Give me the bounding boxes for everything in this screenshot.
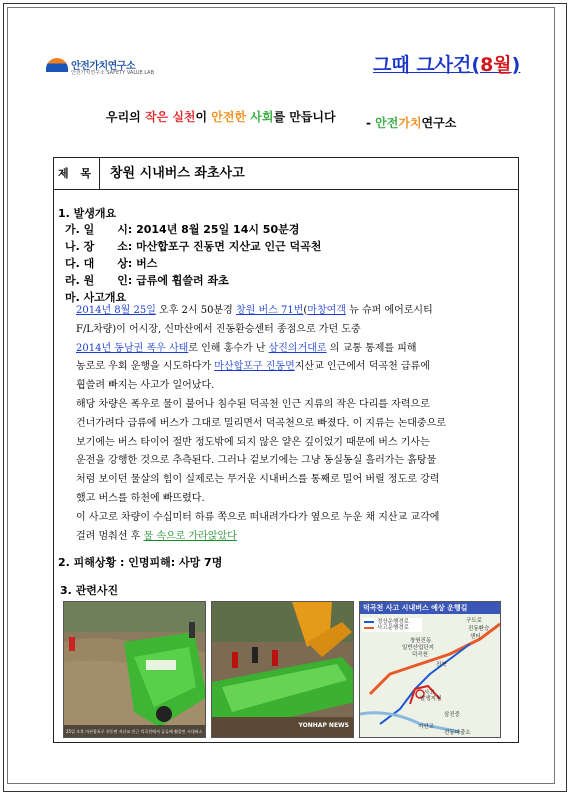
logo-text: 안전가치연구소 (71, 61, 136, 72)
link-machang[interactable]: 마창여객 (307, 305, 346, 316)
org-logo (46, 55, 155, 77)
overview-label: 가. 일 시: (65, 223, 137, 236)
map-label: 발생지점 (420, 696, 442, 702)
slogan-highlight-society: 사회 (246, 110, 274, 124)
overview-row-date (65, 221, 299, 237)
overview-row-cause (65, 272, 229, 288)
map-title: 덕곡천 사고 시내버스 예상 운행길 (360, 602, 500, 614)
subject-label: 제 목 (54, 158, 100, 189)
month-title-number: 8월 (480, 54, 512, 76)
damage-value: 인명피해: 사망 7명 (128, 556, 223, 569)
paragraph-line: 처럼 보이던 물살의 힘이 실제로는 무거운 시내버스를 통째로 밀어 버릴 정도로 강력 (76, 474, 440, 486)
link-sank[interactable]: 물 속으로 가라앉았다 (143, 530, 237, 542)
paragraph-line: 이 사고로 차량이 수십미터 하류 쪽으로 떠내려가다가 옆으로 누운 채 지산교 교각에 (76, 511, 440, 523)
overview-label: 다. 대 상: (65, 257, 137, 270)
damage-row (58, 554, 222, 570)
paragraph-line: F/L차량)이 어시장, 신마산에서 진동환승센터 종점으로 가던 도중 (76, 323, 361, 335)
overview-value: 2014년 8월 25일 14시 50분경 (136, 223, 300, 236)
damage-label: 2. 피해상황 : (58, 556, 129, 569)
slogan-part: 우리의 (106, 110, 145, 124)
map-label: 삼진중 (444, 712, 460, 718)
slogan-highlight-small-action: 작은 실천 (144, 110, 196, 124)
logo-icon (46, 58, 68, 72)
accident-summary-paragraph (76, 302, 522, 546)
paragraph-line: 보기에는 버스 타이어 절반 정도밖에 되지 않은 얕은 깊이었기 때문에 버스 기사는 (76, 436, 430, 448)
slogan-part: 를 만듭니다 (273, 110, 336, 124)
photos-heading: 3. 관련사진 (60, 584, 119, 597)
paragraph-line (76, 340, 522, 359)
photo-2-image (212, 602, 354, 738)
org-part-lab: 연구소 (421, 116, 457, 130)
map-label: 일반산업단지 (402, 645, 434, 651)
map-label: 센터 (470, 634, 481, 640)
map-legend-normal: 정상운행경로 (377, 619, 409, 625)
link-samjin-road[interactable]: 삼진의거대로 (268, 342, 327, 354)
text: 로 인해 홍수가 난 (188, 342, 269, 354)
org-tagline (366, 114, 456, 131)
org-dash: - (366, 116, 376, 130)
map-label: 사고 (424, 690, 435, 696)
route-map[interactable] (359, 601, 501, 738)
org-part-value: 가치 (398, 116, 422, 130)
map-label: 진북 (436, 662, 447, 668)
subject-row (54, 158, 518, 190)
overview-label: 나. 장 소: (65, 240, 137, 253)
paragraph-line (76, 528, 522, 547)
photo-1-caption: 25일 오후 마산합포구 진동면 지산교 인근 덕곡천에서 급류에 휩쓸린 시내버스 (66, 729, 203, 734)
month-title-prefix: 그때 그사건( (373, 54, 481, 76)
text: 걸려 멈춰선 후 (76, 530, 144, 542)
paragraph-line (76, 302, 522, 321)
text: ( (303, 305, 308, 316)
overview-label: 라. 원 인: (65, 274, 137, 287)
org-part-safety: 안전 (375, 116, 399, 130)
overview-heading: 1. 발생개요 (58, 207, 117, 220)
map-label: 지산교 (418, 724, 434, 730)
link-bus-71[interactable]: 창원 버스 71번 (235, 305, 304, 316)
paragraph-line: 운전을 강행한 것으로 추측된다. 그러나 겉보기에는 그냥 동실동실 흘러가는 흙탕물 (76, 455, 437, 467)
logo-subtitle: 안전가치연구소 SAFETY VALUE LAB (71, 70, 155, 76)
month-title-suffix: ) (511, 54, 521, 76)
text: 오후 2시 50분경 (155, 305, 236, 316)
map-label: 진동환승 (468, 626, 490, 632)
report-table (53, 157, 519, 743)
subject-value: 창원 시내버스 좌초사고 (110, 166, 245, 181)
text: 농로로 우회 운행을 시도하다가 (76, 361, 215, 373)
paragraph-line (76, 358, 522, 377)
overview-label: 마. 사고개요 (65, 291, 127, 304)
overview-value: 버스 (136, 257, 158, 270)
month-title (373, 50, 520, 77)
photo-1-image (64, 602, 206, 738)
slogan-part: 이 (195, 110, 212, 124)
link-jindong[interactable]: 마산합포구 진동면 (214, 361, 295, 373)
accident-photo-1[interactable] (63, 601, 206, 738)
map-label: 덕곡천 (412, 652, 428, 658)
slogan (106, 108, 336, 125)
map-label: 구도로 (466, 618, 482, 624)
photo-strip (63, 601, 501, 738)
slogan-highlight-safe: 안전한 (211, 110, 247, 124)
link-date[interactable]: 2014년 8월 25일 (76, 305, 156, 316)
map-legend-accident: 사고운행경로 (377, 625, 409, 631)
overview-value: 급류에 휩쓸려 좌초 (136, 274, 229, 287)
text: 뉴 슈퍼 에어로시티 (345, 305, 433, 316)
map-label: 진동파출소 (444, 730, 471, 736)
paragraph-line: 해당 차량은 폭우로 물이 불어나 침수된 덕곡천 인근 지류의 작은 다리를 자력으로 (76, 398, 430, 410)
overview-row-target (65, 255, 157, 271)
map-label: 창원진동 (410, 638, 432, 644)
accident-photo-2[interactable] (211, 601, 354, 738)
paragraph-line: 했고 버스를 하천에 빠뜨렸다. (76, 492, 205, 504)
paragraph-line: 휩쓸려 빠지는 사고가 일어났다. (76, 380, 215, 392)
overview-row-place (65, 238, 321, 254)
paragraph-line: 건너가려다 급류에 버스가 그대로 밀리면서 덕곡천으로 빠졌다. 이 지류는 논대중으로 (76, 417, 446, 429)
text: 지산교 인근에서 덕곡천 급류에 (294, 361, 430, 373)
link-flood-2014[interactable]: 2014년 동남권 폭우 사태 (76, 342, 189, 354)
overview-value: 마산합포구 진동면 지산교 인근 덕곡천 (136, 240, 322, 253)
photo-2-watermark: YONHAP NEWS (298, 722, 349, 729)
text: 의 교통 통제를 피해 (326, 342, 417, 354)
